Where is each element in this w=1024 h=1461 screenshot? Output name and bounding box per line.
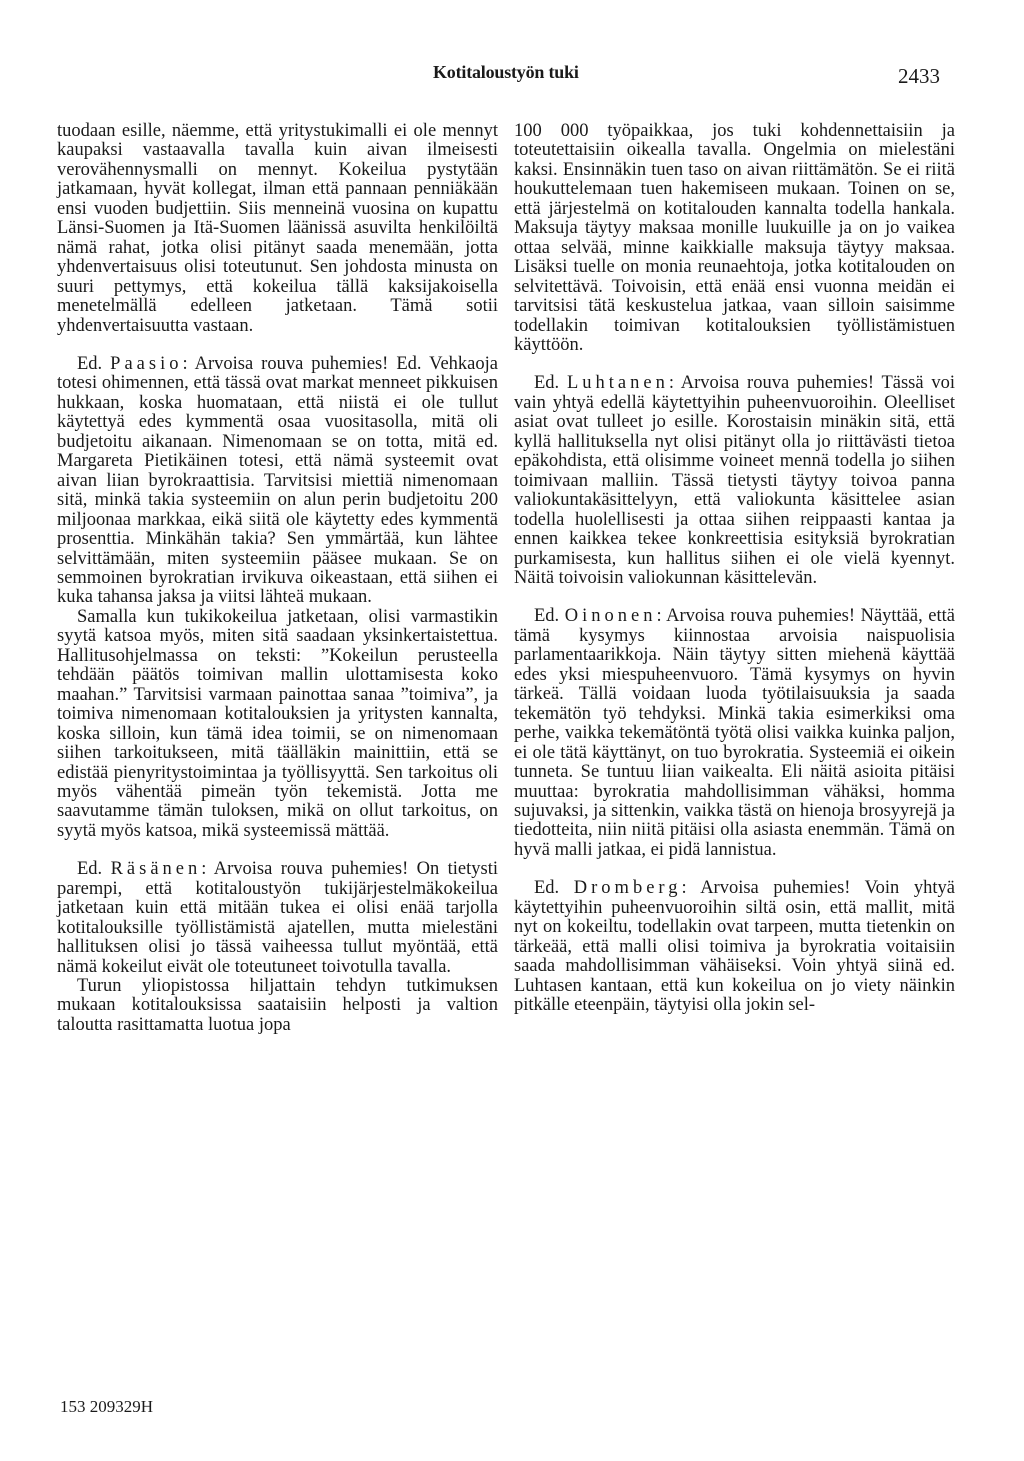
speech-text: : Arvoisa rouva puhemies! Tässä voi vain yhtyä edellä käytettyihin puheenvuoroihin. Oleelliset asiat ovat tulleet jo esille. Korostaisin minäkin sitä, että kyllä hallituksella nyt olisi pitänyt olla jo riittävästi tietoa epäkohdista, että olisimme voineet mennä todella jo siihen toimivaan malliin. Tässä tietysti täytyy toivoa panna valiokuntakäsittelyyn, että valiokunta käsittelee asian todella huolellisesti ja ottaa siihen reippaasti kantaa ja ennen kaikkea tekee konkreettisia esityksiä byrokratian purkamisesta, kun hallitus siihen ei ole vielä kyennyt. Näitä toivoisin valiokunnan käsittelevän. [514,373,955,588]
speech-prefix: Ed. [77,859,111,880]
speech-text: : Arvoisa rouva puhemies! Näyttää, että tämä kysymys kiinnostaa arvoisia naispuolisia parlamentaarikkoja. Näin täytyy sitten miehenä käyttää edes yksi miespuheenvuoro. Tämä kysymys on hyvin tärkeä. Tällä voidaan luoda työtilaisuuksia ja saada tekemätön työ tehdyksi. Minkä takia esimerkiksi oma perhe, vaikka tekemätöntä työtä olisi vaikka kuinka paljon, ei ole tätä käyttänyt, on tuo byrokratia. Systeemiä ei oikein tunneta. Se tuntuu liian vaikealta. Eli näitä asioita pitäisi muuttaa: byrokratia mahdollisimman vähäksi, homma sujuvaksi, ja sittenkin, vaikka tästä on hienoja brosyyrejä ja tiedotteita, niin niitä pitäisi olla asiasta enemmän. Tämä on hyvä malli jatkaa, ei pidä lannistua. [514,606,955,860]
speaker-name: Luhtanen [566,373,669,394]
speaker-name: Oinonen [564,606,657,627]
running-header-title: Kotitaloustyön tuki [433,62,579,82]
speech-rasanen [57,860,498,977]
page-number: 2433 [898,64,940,88]
speech-text: : Arvoisa rouva puhemies! On tietysti parempi, että kotitaloustyön tukijärjestelmäkokeilua jatketaan kuin että mitään tukea ei olisi enää tarjolla kotitalouksille työllistämistä ajatellen, mutta mielestäni hallituksen olisi jo tässä vaiheessa tullut myöntää, että nämä kokeilut eivät ole toteutuneet toivotulla tavalla. [57,859,498,977]
paragraph: 100 000 työpaikkaa, jos tuki kohdennettaisiin ja toteutettaisiin oikealla tavalla. Ongelmia on mielestäni kaksi. Ensinnäkin tuen taso on aivan riittämätön. Se ei riitä houkuttelemaan tuen hakemiseen mukaan. Toinen on se, että järjestelmä on kotitalouden kannalta todella hankala. Maksuja täytyy maksaa monille luukuille ja on jo vaikea ottaa selvää, minne kaikkialle maksuja täytyy maksaa. Lisäksi tuelle on monia reunaehtoja, jotka kotitalouden on selvitettävä. Toivoisin, että enää ensi vuonna meidän ei tarvitsisi tätä keskustelua jatkaa, vaan silloin saisimme todellakin toimivan kotitalouksien työllistämistuen käyttöön. [514,121,955,355]
speech-prefix: Ed. [534,373,567,394]
speech-paasio [57,355,498,608]
printer-signature: 153 209329H [60,1397,154,1416]
paragraph: Samalla kun tukikokeilua jatketaan, olisi varmastikin syytä katsoa myös, miten sitä saadaan yksinkertaistettua. Hallitusohjelmassa on teksti: ”Kokeilun perusteella tehdään päätös toimivan mallin ulottamisesta koko maahan.” Tarvitsisi varmaan painottaa sanaa ”toimiva”, ja toimiva nimenomaan kotitalouksien ja yritysten kannalta, koska silloin, kun tämä idea toimii, se on nimenomaan siihen tarkoitukseen, mitä täälläkin mainittiin, että se edistää pienyritystoimintaa ja työllisyyttä. Sen tarkoitus oli myös vähentää pimeän työn tekemistä. Jotta me saavutamme tämän tuloksen, mikä on ollut tarkoitus, on syytä myös katsoa, mikä systeemissä mättää. [57,606,498,841]
speaker-name: Paasio [110,353,183,374]
speech-luhtanen [514,374,955,588]
speaker-name: Räsänen [110,859,202,880]
speech-prefix: Ed. [534,606,565,627]
speech-prefix: Ed. [534,878,574,899]
speaker-name: Dromberg [573,878,682,899]
speech-dromberg [514,879,955,1015]
speech-text: : Arvoisa puhemies! Voin yhtyä käytettyihin puheenvuoroihin siltä osin, että mallit, mitä nyt on kokeiltu, todellakin ovat tarpeen, mutta tietenkin on tärkeää, että malli olisi toimiva ja byrokratia voitaisiin saada mahdollisimman vähäiseksi. Voin yhtyä siinä ed. Luhtasen kantaan, että kun kokeilua on jo viety näinkin pitkälle eteenpäin, täytyisi olla jokin sel- [514,878,955,1016]
speech-oinonen [514,607,955,860]
speech-prefix: Ed. [77,353,111,374]
speech-text: : Arvoisa rouva puhemies! Ed. Vehkaoja totesi ohimennen, että tässä ovat markat menneet pikkuisen hukkaan, koska huomataan, että niistä ei ole tullut käytettyä edes kymmentä osaa vuositasolla, mitä oli budjetoitu aikanaan. Nimenomaan se on totta, mitä ed. Margareta Pietikäinen totesi, että nämä systeemit ovat aivan liian byrokraattisia. Tarvitsisi miettiä nimenomaan sitä, minkä takia systeemiin on alun perin budjetoitu 200 miljoonaa markkaa, eikä siitä ole käytetty edes kymmentä prosenttia. Minkähän takia? Sen ymmärtää, kun lähtee selvittämään, miten systeemiin pääsee mukaan. Se on semmoinen byrokratian irvikuva oikeastaan, että siihen ei kuka tahansa jaksa ja viitsi lähteä mukaan. [57,353,498,608]
paragraph: Turun yliopistossa hiljattain tehdyn tutkimuksen mukaan kotitalouksissa saataisiin helposti ja valtion taloutta rasittamatta luotua jopa [57,976,498,1035]
left-column [57,122,498,1035]
paragraph: tuodaan esille, näemme, että yritystukimalli ei ole mennyt kaupaksi vastaavalla tavalla kuin aivan ilmeisesti verovähennysmalli on mennyt. Kokeilua pystytään jatkamaan, hyvät kollegat, ilman että pannaan penniäkään ensi vuoden budjettiin. Siis menneinä vuosina on kupattu Länsi-Suomen ja Itä-Suomen läänissä asuvilta henkilöiltä nämä rahat, jotka olisi pitänyt saada menemään, jotta yhdenvertaisuus olisi toteutunut. Sen johdosta minusta on suuri pettymys, että kokeilua tällä kaksijakoisella menetelmällä edelleen jatketaan. Tämä sotii yhdenvertaisuutta vastaan. [57,121,498,336]
right-column [514,122,955,1015]
